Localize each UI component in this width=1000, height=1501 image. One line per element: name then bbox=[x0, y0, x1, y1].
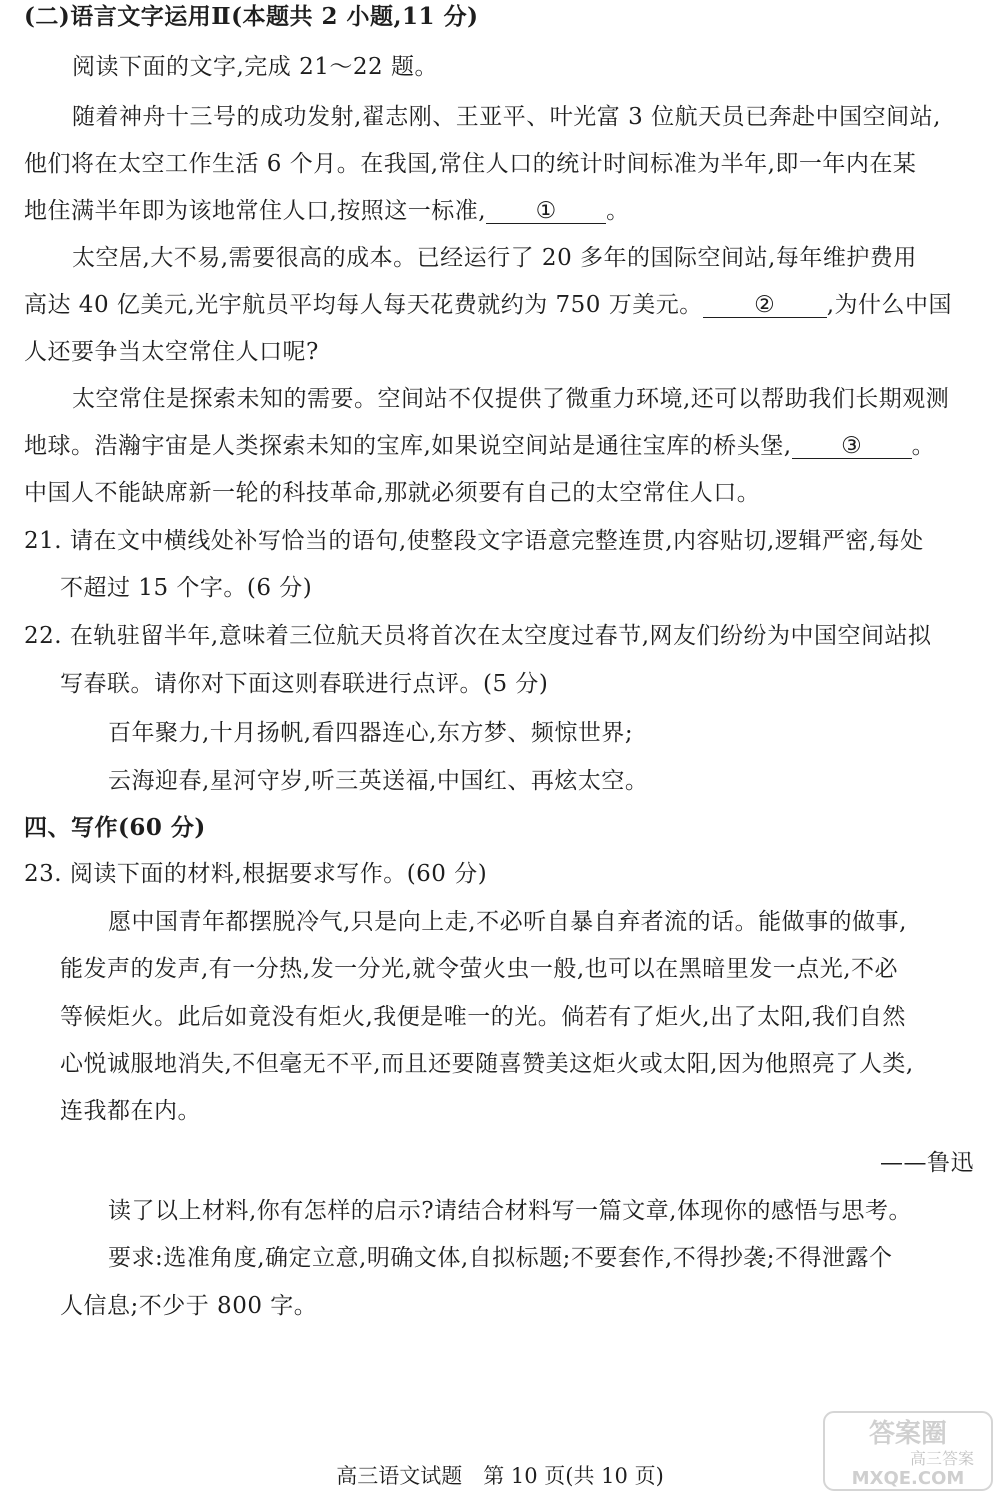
passage-line: 太空常住是探索未知的需要。空间站不仅提供了微重力环境,还可以帮助我们长期观测 bbox=[72, 386, 950, 412]
passage-line: 随着神舟十三号的成功发射,翟志刚、王亚平、叶光富 3 位航天员已奔赴中国空间站, bbox=[72, 104, 941, 130]
material-line: 等候炬火。此后如竟没有炬火,我便是唯一的光。倘若有了炬火,出了太阳,我们自然 bbox=[60, 1004, 906, 1030]
material-line: 能发声的发声,有一分热,发一分光,就令萤火虫一般,也可以在黑暗里发一点光,不必 bbox=[60, 956, 899, 982]
writing-requirements: 要求:选准角度,确定立意,明确文体,自拟标题;不要套作,不得抄袭;不得泄露个 bbox=[108, 1245, 893, 1271]
question-22-stem: 22. 在轨驻留半年,意味着三位航天员将首次在太空度过春节,网友们纷纷为中国空间站拟 bbox=[24, 623, 932, 649]
material-line: 愿中国青年都摆脱冷气,只是向上走,不必听自暴自弃者流的话。能做事的做事, bbox=[108, 909, 907, 935]
question-23-stem: 23. 阅读下面的材料,根据要求写作。(60 分) bbox=[24, 861, 488, 887]
passage-text: 高达 40 亿美元,光宇航员平均每人每天花费就约为 750 万美元。 bbox=[24, 292, 703, 318]
watermark-text-3: MXQE.COM bbox=[851, 1468, 965, 1489]
page-footer: 高三语文试题 第 10 页(共 10 页) bbox=[336, 1464, 664, 1488]
material-author: ——鲁迅 bbox=[880, 1150, 974, 1176]
question-21-stem: 21. 请在文中横线处补写恰当的语句,使整段文字语意完整连贯,内容贴切,逻辑严密,每处 bbox=[24, 528, 924, 554]
passage-line: 中国人不能缺席新一轮的科技革命,那就必须要有自己的太空常住人口。 bbox=[24, 480, 761, 506]
passage-text: 。 bbox=[911, 433, 936, 459]
section-heading-writing: 四、写作(60 分) bbox=[24, 814, 206, 841]
passage-text: 地球。浩瀚宇宙是人类探索未知的宝库,如果说空间站是通往宝库的桥头堡, bbox=[24, 433, 792, 459]
passage-text: ,为什么中国 bbox=[826, 292, 953, 318]
passage-text: 地住满半年即为该地常住人口,按照这一标准, bbox=[24, 198, 487, 224]
couplet-lower: 云海迎春,星河守岁,听三英送福,中国红、再炫太空。 bbox=[108, 768, 649, 794]
watermark-text-1: 答案圈 bbox=[868, 1419, 948, 1449]
material-line: 连我都在内。 bbox=[60, 1098, 201, 1124]
answer-blank-2: ② bbox=[703, 293, 827, 318]
watermark-text-2: 高三答案 bbox=[909, 1449, 975, 1468]
section-heading-language-use: (二)语言文字运用Ⅱ(本题共 2 小题,11 分) bbox=[24, 3, 479, 30]
watermark-logo bbox=[822, 1408, 994, 1494]
question-22-stem-cont: 写春联。请你对下面这则春联进行点评。(5 分) bbox=[60, 671, 549, 697]
passage-line: 他们将在太空工作生活 6 个月。在我国,常住人口的统计时间标准为半年,即一年内在某 bbox=[24, 151, 917, 177]
passage-line-with-blank bbox=[24, 431, 935, 461]
question-21-stem-cont: 不超过 15 个字。(6 分) bbox=[60, 575, 313, 601]
writing-requirements-cont: 人信息;不少于 800 字。 bbox=[60, 1293, 318, 1319]
reading-instruction: 阅读下面的文字,完成 21～22 题。 bbox=[72, 54, 438, 80]
material-line: 心悦诚服地消失,不但毫无不平,而且还要随喜赞美这炬火或太阳,因为他照亮了人类, bbox=[60, 1051, 914, 1077]
answer-blank-3: ③ bbox=[792, 434, 912, 459]
answer-blank-1: ① bbox=[486, 199, 606, 224]
couplet-upper: 百年聚力,十月扬帆,看四器连心,东方梦、频惊世界; bbox=[108, 720, 634, 746]
passage-line-with-blank bbox=[24, 290, 952, 320]
passage-text: 。 bbox=[606, 198, 630, 224]
passage-line: 人还要争当太空常住人口呢? bbox=[24, 339, 319, 365]
passage-line: 太空居,大不易,需要很高的成本。已经运行了 20 多年的国际空间站,每年维护费用 bbox=[72, 245, 917, 271]
writing-prompt: 读了以上材料,你有怎样的启示?请结合材料写一篇文章,体现你的感悟与思考。 bbox=[108, 1198, 912, 1224]
passage-line-with-blank bbox=[24, 196, 630, 226]
